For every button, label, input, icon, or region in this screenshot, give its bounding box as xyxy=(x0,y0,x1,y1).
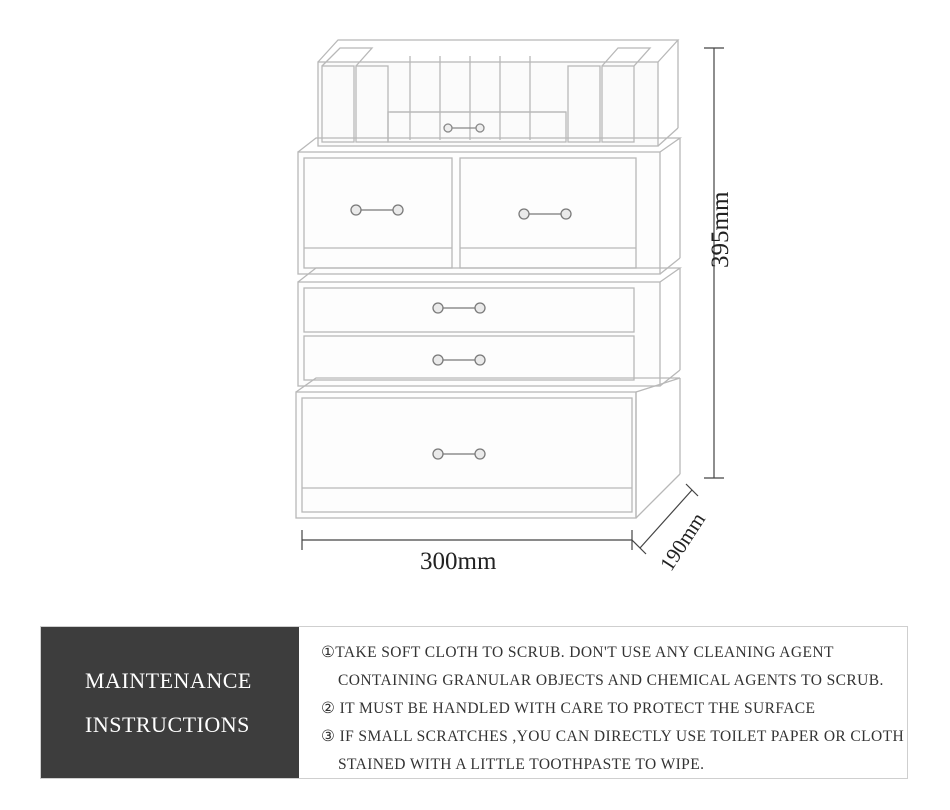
height-dimension-label: 395mm xyxy=(707,191,734,268)
width-dimension-label: 300mm xyxy=(420,548,497,575)
heading-line-1: MAINTENANCE xyxy=(85,667,252,693)
instruction-line: ③ IF SMALL SCRATCHES ,YOU CAN DIRECTLY USE TOILET PAPER OR CLOTH xyxy=(321,728,905,745)
maintenance-heading xyxy=(41,627,299,778)
instruction-line: CONTAINING GRANULAR OBJECTS AND CHEMICAL AGENTS TO SCRUB. xyxy=(338,672,884,689)
top-knob-left xyxy=(444,124,452,132)
depth-dimension-label: 190mm xyxy=(655,508,711,576)
top-knob-right xyxy=(476,124,484,132)
maintenance-panel xyxy=(40,626,908,779)
heading-line-2: INSTRUCTIONS xyxy=(85,711,250,737)
instruction-line: ①TAKE SOFT CLOTH TO SCRUB. DON'T USE ANY CLEANING AGENT xyxy=(321,644,834,661)
bottom-drawer-unit xyxy=(296,378,680,518)
instruction-line: STAINED WITH A LITTLE TOOTHPASTE TO WIPE. xyxy=(338,756,705,773)
maintenance-instructions xyxy=(299,627,907,778)
instruction-line: ② IT MUST BE HANDLED WITH CARE TO PROTECT THE SURFACE xyxy=(321,700,816,717)
middle-drawer-unit xyxy=(298,268,680,386)
top-tray xyxy=(318,40,678,146)
